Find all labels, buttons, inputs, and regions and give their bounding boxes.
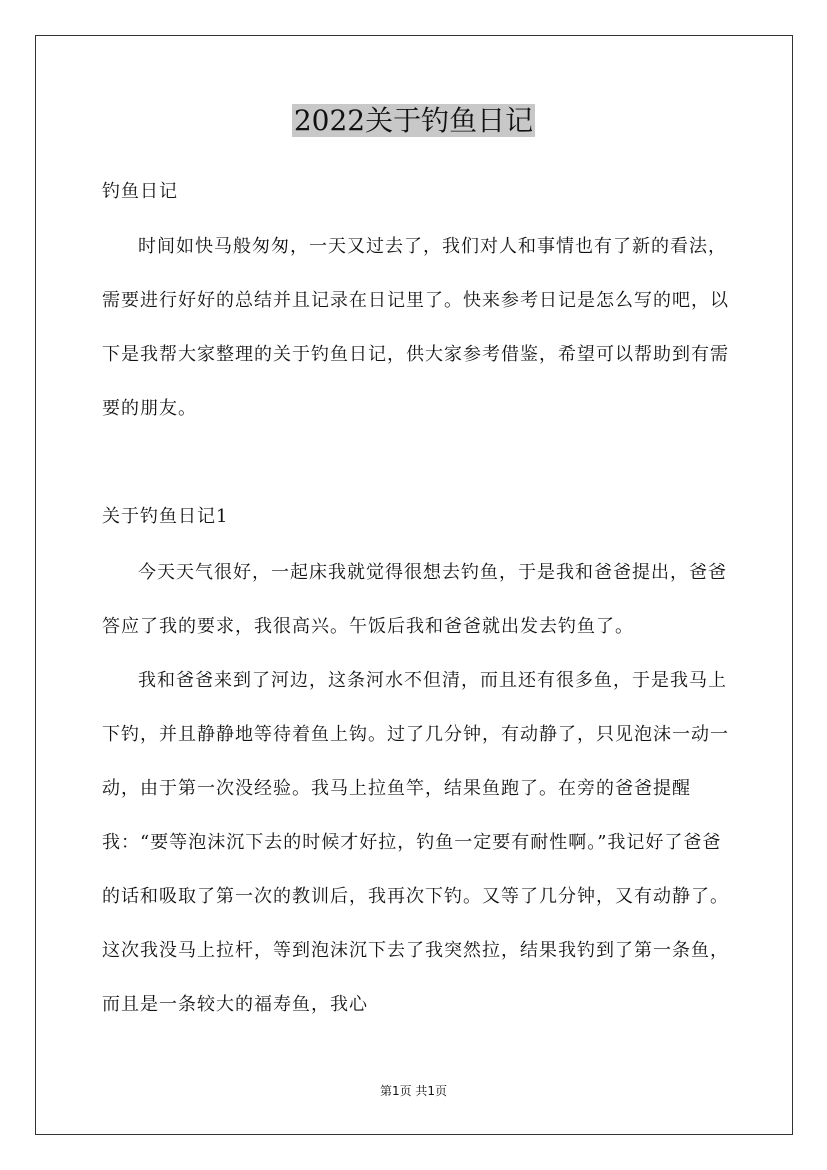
intro-label: 钓鱼日记 <box>102 181 178 202</box>
intro-section <box>102 220 732 436</box>
page-footer: 第1页 共1页 <box>379 1084 448 1098</box>
section-heading: 关于钓鱼日记1 <box>102 506 229 527</box>
diary-paragraph-2: 我和爸爸来到了河边，这条河水不但清，而且还有很多鱼，于是我马上下钓，并且静静地等待着鱼上钩。过了几分钟，有动静了，只见泡沫一动一动，由于第一次没经验。我马上拉鱼竿，结果鱼跑了。在旁的爸爸提醒我：“要等泡沫沉下去的时候才好拉，钓鱼一定要有耐性啊。”我记好了爸爸的话和吸取了第一次的教训后，我再次下钓。又等了几分钟，又有动静了。这次我没马上拉杆，等到泡沫沉下去了我突然拉，结果我钓到了第一条鱼，而且是一条较大的福寿鱼，我心 <box>102 670 729 1015</box>
section-heading-block <box>102 502 732 532</box>
diary-section <box>102 546 732 1032</box>
intro-paragraph: 时间如快马般匆匆，一天又过去了，我们对人和事情也有了新的看法，需要进行好好的总结并且记录在日记里了。快来参考日记是怎么写的吧，以下是我帮大家整理的关于钓鱼日记，供大家参考借鉴，希望可以帮助到有需要的朋友。 <box>102 236 729 419</box>
diary-paragraph-1: 今天天气很好，一起床我就觉得很想去钓鱼，于是我和爸爸提出，爸爸答应了我的要求，我很高兴。午饭后我和爸爸就出发去钓鱼了。 <box>102 562 727 637</box>
document-title <box>0 100 827 142</box>
document-title-text: 2022关于钓鱼日记 <box>293 104 534 137</box>
intro-label-block <box>102 177 732 207</box>
